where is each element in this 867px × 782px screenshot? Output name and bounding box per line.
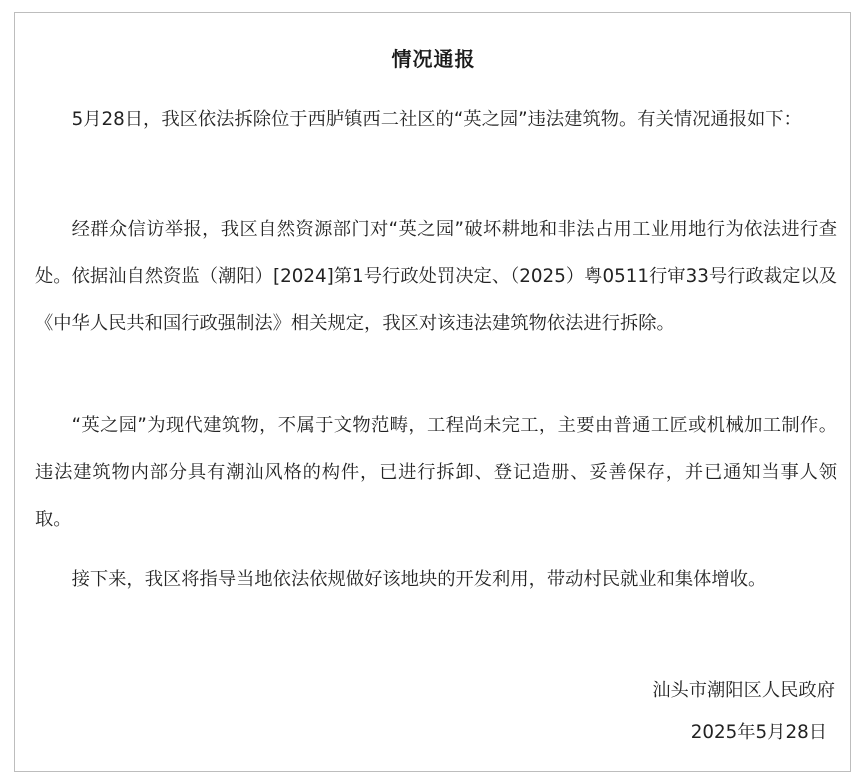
paragraph-legal-basis: 经群众信访举报，我区自然资源部门对“英之园”破坏耕地和非法占用工业用地行为依法进行查处。依据汕自然资监（潮阳）[2024]第1号行政处罚决定、（2025）粤0511行审33号行政裁定以及《中华人民共和国行政强制法》相关规定，我区对该违法建筑物依法进行拆除。 [35, 219, 837, 334]
notice-title: 情况通报 [391, 47, 476, 71]
paragraph-next-steps: 接下来，我区将指导当地依法依规做好该地块的开发利用，带动村民就业和集体增收。 [71, 569, 767, 590]
paragraph-intro: 5月28日，我区依法拆除位于西胪镇西二社区的“英之园”违法建筑物。有关情况通报如下： [71, 109, 802, 130]
paragraph-building-details: “英之园”为现代建筑物，不属于文物范畴，工程尚未完工，主要由普通工匠或机械加工制作。违法建筑物内部分具有潮汕风格的构件，已进行拆卸、登记造册、妥善保存，并已通知当事人领取。 [35, 415, 837, 530]
signature-organization: 汕头市潮阳区人民政府 [652, 680, 835, 701]
signature-date: 2025年5月28日 [690, 722, 827, 743]
